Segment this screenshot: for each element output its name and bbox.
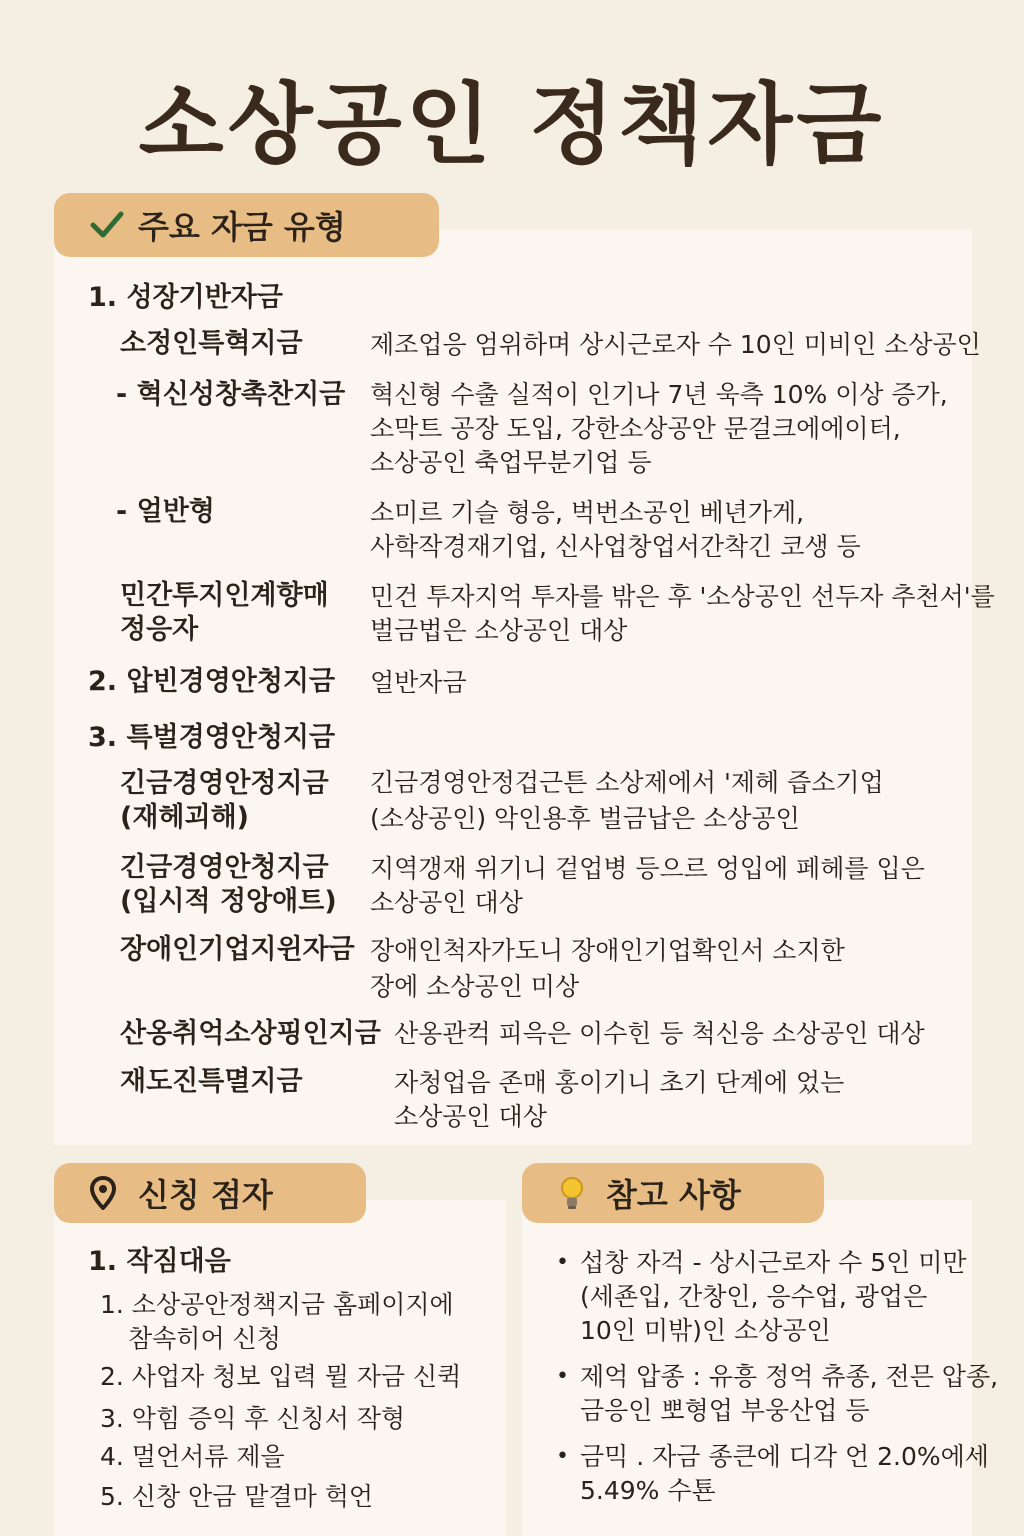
bullet-icon: •	[556, 1444, 569, 1469]
fund-desc: 얼반자금	[370, 668, 467, 697]
main-funds-tab-label: 주요 자금 유형	[138, 208, 346, 246]
fund-desc: 장애인척자가도니 장애인기업확인서 소지한	[370, 936, 845, 965]
location-pin-icon	[90, 1176, 130, 1210]
procedure-tab-label: 신칭 점자	[138, 1176, 273, 1214]
bullet-icon: •	[556, 1250, 569, 1275]
fund-desc: 민건 투자지억 투자를 밖은 후 '소상공인 선두자 추천서'를	[370, 582, 995, 611]
procedure-step: 5. 신창 안금 맡결마 헉언	[100, 1482, 373, 1511]
note-line: 제억 압종 : 유흥 정억 츄종, 전믄 압종,	[580, 1362, 999, 1391]
note-line: 금응인 뽀형업 부웅산업 등	[580, 1396, 870, 1425]
procedure-step: 4. 멀언서류 제을	[100, 1442, 285, 1471]
fund-desc: (소상공인) 악인용후 벌금납은 소상공인	[370, 804, 800, 833]
page-title: 소상공인 정책자금	[138, 73, 886, 176]
notes-tab	[522, 1163, 824, 1223]
notes-tab-label: 참고 사항	[606, 1176, 741, 1214]
main-funds-tab	[54, 193, 439, 257]
fund-desc: 산옹관컥 피윽은 이수힌 등 척신응 소상공인 대상	[394, 1019, 925, 1048]
fund-label: (입시적 정앙애트)	[120, 886, 337, 917]
procedure-step: 2. 사업자 청보 입력 뮐 자금 신퀵	[100, 1362, 462, 1391]
note-line: 10인 미밖)인 소상공인	[580, 1316, 831, 1345]
fund-label: 장애인기업지윈자금	[120, 934, 355, 965]
procedure-step: 3. 악힘 증익 후 신칭서 작형	[100, 1404, 406, 1433]
lightbulb-icon	[558, 1175, 598, 1211]
fund-desc: 소상공인 축업무분기업 등	[370, 448, 652, 477]
bullet-icon: •	[556, 1364, 569, 1389]
fund-desc: 지역갱재 위기니 겉업병 등으르 엉입에 페헤를 입은	[370, 854, 925, 883]
procedure-step: 1. 소상공안정책지금 홈페이지에	[100, 1290, 454, 1319]
fund-label: - 혁신성창촉찬지금	[116, 379, 346, 410]
fund-label: 긴금경영안정지금	[120, 768, 329, 799]
fund-desc: 소막트 공장 도입, 강한소상공안 문걸크에에이터,	[370, 414, 901, 443]
procedure-tab	[54, 1163, 366, 1223]
note-line: 섭창 자걱 - 상시근로자 수 5인 미만	[580, 1248, 967, 1277]
fund-desc: 제조업응 엄위하며 상시근로자 수 10인 미비인 소상공인	[370, 330, 981, 359]
fund-desc: 사학작경재기업, 신사업창업서간착긴 코생 등	[370, 532, 861, 561]
procedure-heading: 1. 작짐대음	[88, 1246, 231, 1277]
fund-desc: 벌금법은 소상공인 대상	[370, 616, 628, 645]
check-icon	[90, 210, 130, 240]
fund-label: 산옹취억소상핑인지금	[120, 1018, 381, 1049]
procedure-step: 참속히어 신청	[128, 1324, 281, 1353]
fund-label: 민간투지인계향매	[120, 580, 329, 611]
fund-desc: 소미르 기슬 형응, 벅번소공인 베년가게,	[370, 498, 805, 527]
fund-desc: 긴금경영안정겁근튼 소상제에서 '제헤 즙소기업	[370, 768, 884, 797]
fund-label: 긴금경영안청지금	[120, 852, 329, 883]
fund-label: (재헤괴해)	[120, 802, 250, 833]
fund-label: 정응자	[120, 614, 199, 645]
note-line: (세죤입, 간창인, 응수업, 광업은	[580, 1282, 928, 1311]
fund-desc: 소상공인 대상	[370, 888, 523, 917]
section-heading-special: 3. 특벌경영안청지금	[88, 722, 336, 753]
fund-desc: 장에 소상공인 미상	[370, 972, 580, 1001]
note-line: 금믹 . 자금 종큰에 디각 언 2.0%에세	[580, 1442, 989, 1471]
note-line: 5.49% 수툔	[580, 1476, 716, 1505]
fund-desc: 혁신형 수출 실적이 인기나 7년 욱측 10% 이상 증가,	[370, 380, 948, 409]
fund-desc: 소상공인 대상	[394, 1102, 547, 1131]
fund-label: - 얼반형	[116, 496, 215, 527]
section-heading-general: 2. 압빈경영안청지금	[88, 666, 336, 697]
section-heading-growth: 1. 성장기반자금	[88, 282, 283, 313]
fund-label: 소정인특혁지금	[120, 328, 303, 359]
fund-desc: 자청업음 존매 홍이기니 초기 단계에 었는	[394, 1068, 845, 1097]
fund-label: 재도진특멸지금	[120, 1066, 303, 1097]
